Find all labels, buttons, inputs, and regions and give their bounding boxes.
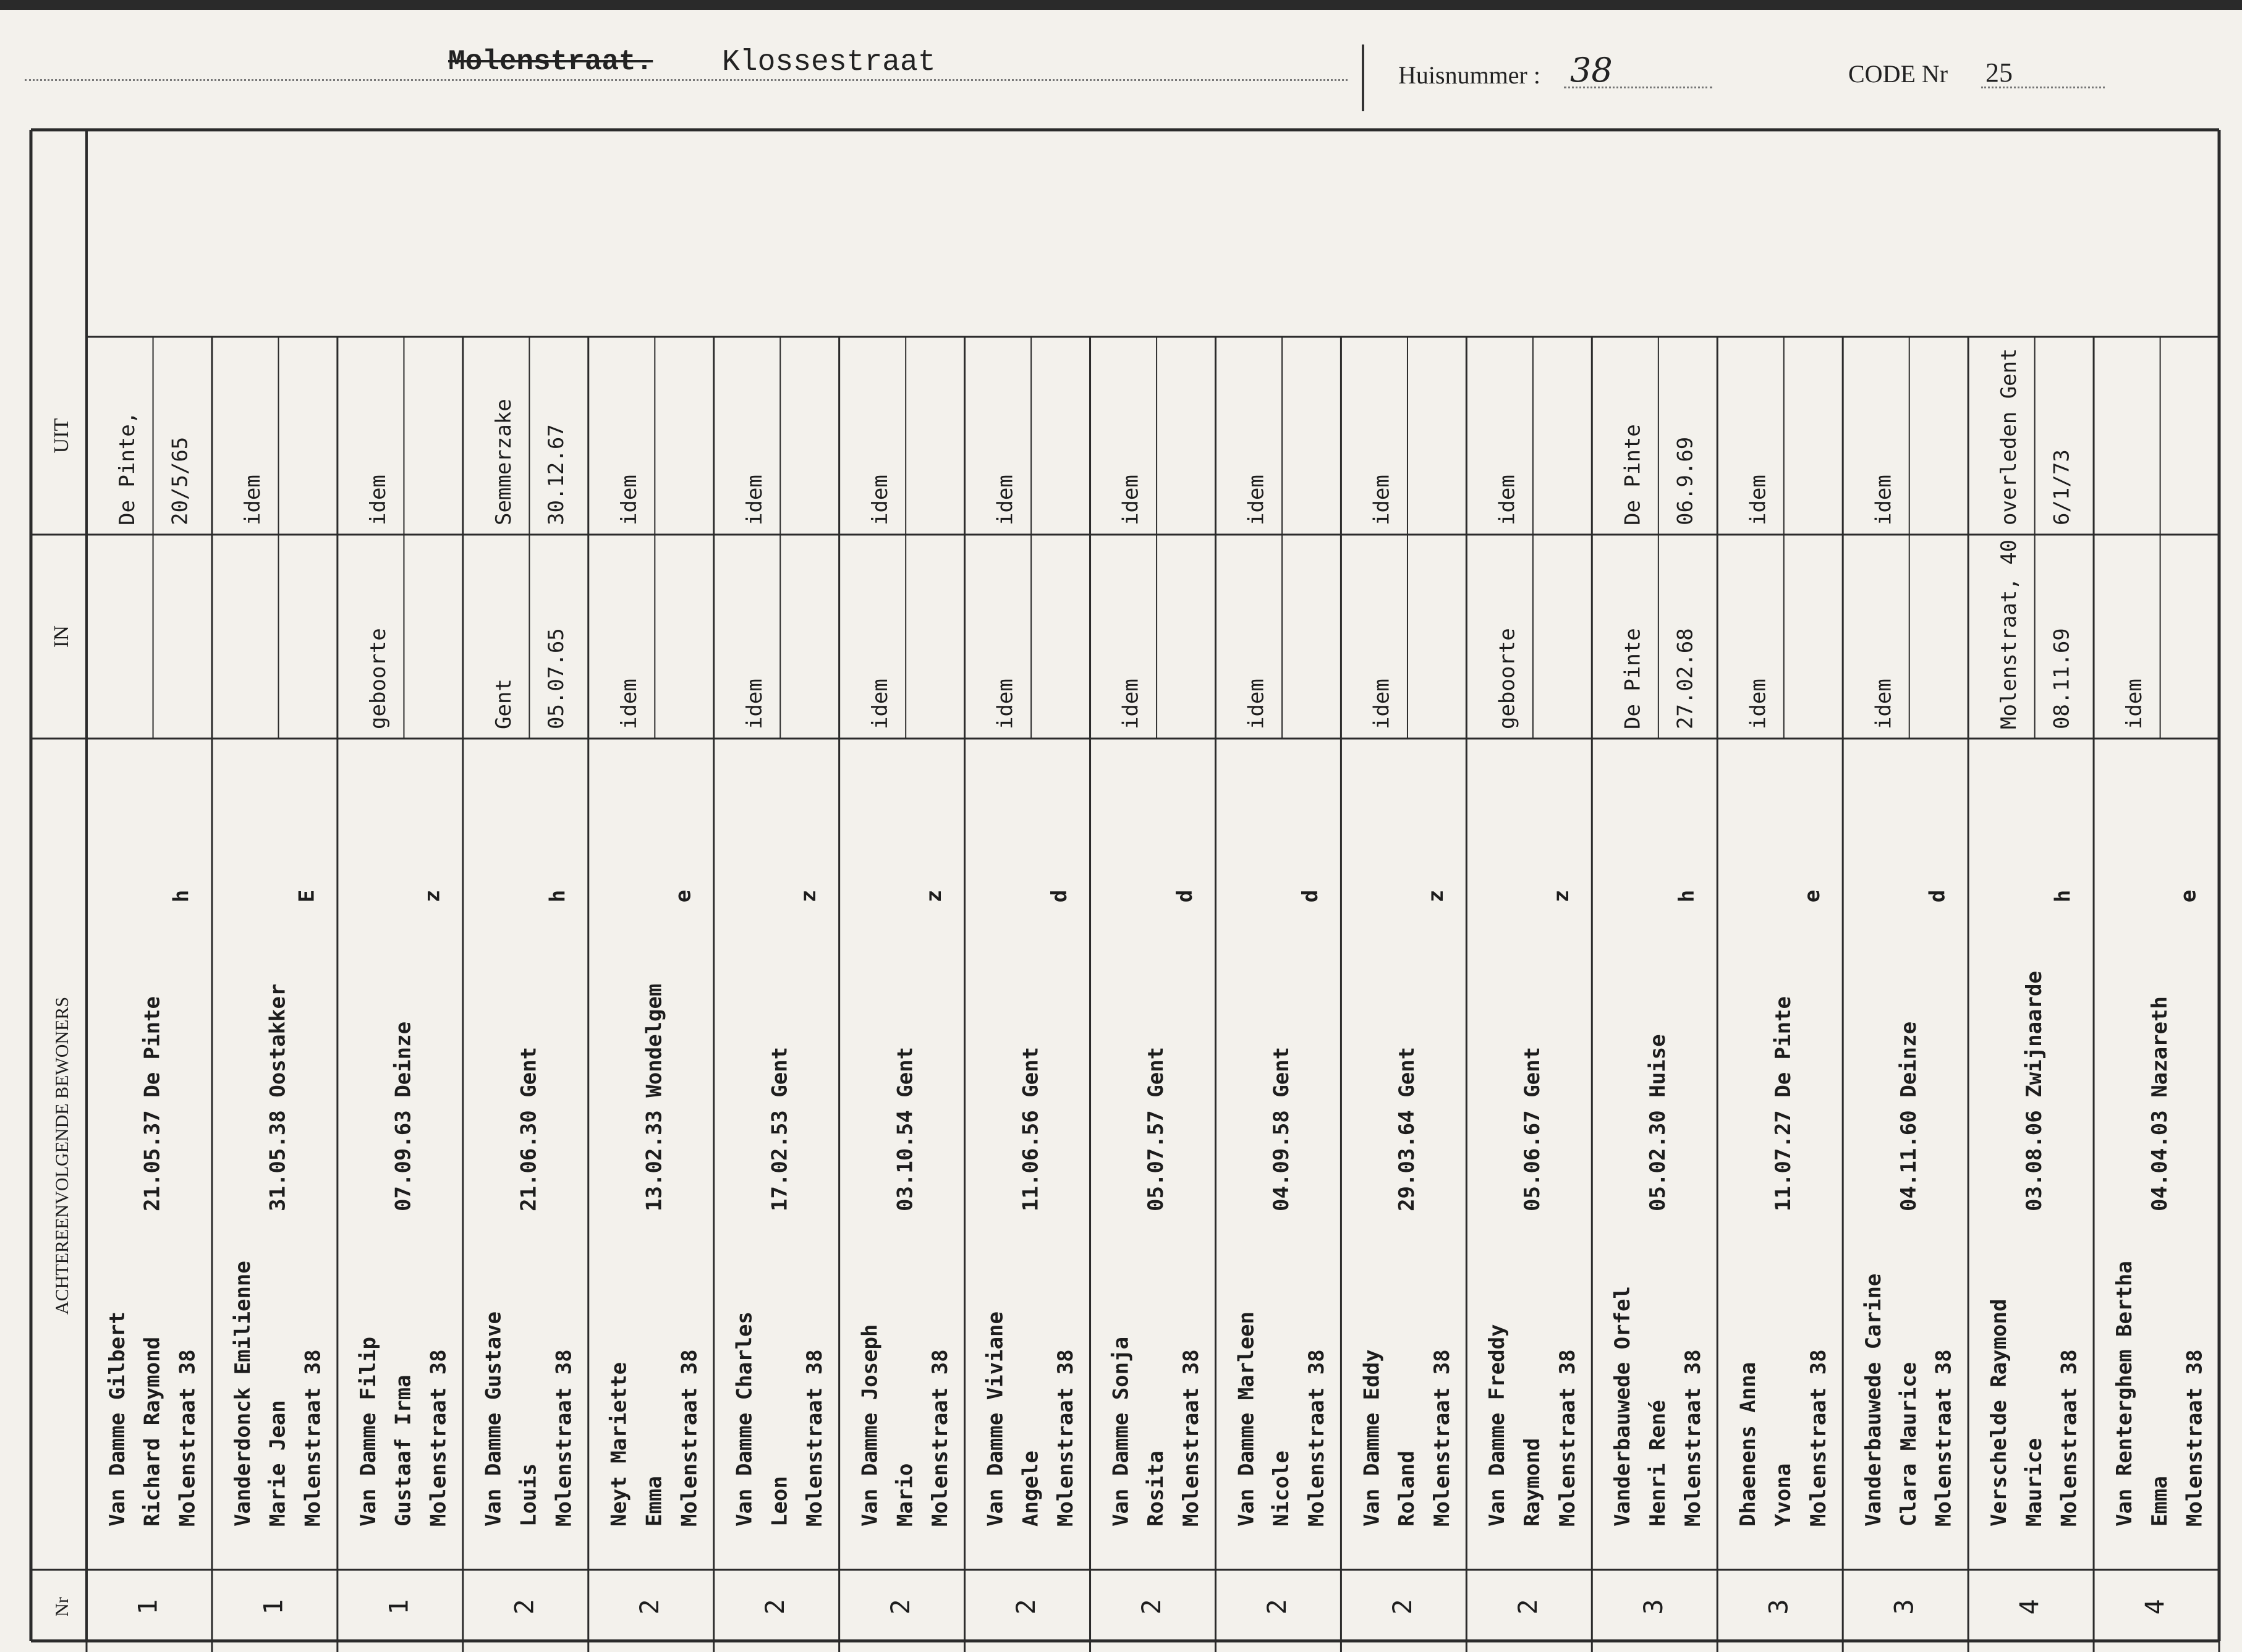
row-number: 4: [2014, 1599, 2045, 1615]
birth-date-place: 04.09.58 Gent: [1269, 1046, 1294, 1211]
birth-date-place: 11.07.27 De Pinte: [1770, 996, 1796, 1211]
resident-address: Molenstraat 38: [1555, 1349, 1580, 1527]
row-number: 3: [1888, 1599, 1919, 1615]
relationship-code: z: [1548, 889, 1574, 903]
relationship-code: z: [1423, 889, 1448, 903]
out-place: idem: [616, 475, 642, 525]
in-place: idem: [867, 679, 893, 729]
in-place: idem: [742, 679, 767, 729]
in-place: idem: [1369, 679, 1395, 729]
out-place: idem: [366, 475, 391, 525]
birth-date-place: 21.05.37 De Pinte: [140, 996, 165, 1211]
column-header-in: IN: [50, 625, 73, 648]
resident-address: Molenstraat 38: [300, 1349, 326, 1527]
resident-given-names: Marie Jean: [265, 1400, 291, 1527]
row-number: 1: [258, 1599, 289, 1615]
resident-name: Van Damme Filip: [355, 1336, 381, 1527]
resident-name: Verschelde Raymond: [1987, 1298, 2011, 1527]
column-header-uit: UIT: [50, 418, 73, 454]
resident-given-names: Raymond: [1520, 1438, 1545, 1527]
resident-name: Van Damme Eddy: [1359, 1349, 1385, 1527]
birth-date-place: 31.05.38 Oostakker: [265, 983, 291, 1211]
street-new: Klossestraat: [722, 46, 936, 79]
in-date: 27.02.68: [1673, 628, 1698, 729]
resident-name: Neyt Mariette: [606, 1362, 632, 1527]
in-place: De Pinte: [1620, 628, 1645, 729]
out-place: idem: [867, 475, 893, 525]
resident-address: Molenstraat 38: [1429, 1349, 1454, 1527]
resident-name: Van Damme Marleen: [1234, 1311, 1259, 1527]
in-place: idem: [616, 679, 642, 729]
house-number-value: 38: [1570, 51, 1613, 90]
resident-given-names: Henri René: [1645, 1400, 1670, 1527]
in-place: idem: [2122, 679, 2147, 729]
birth-date-place: 29.03.64 Gent: [1395, 1046, 1420, 1211]
birth-date-place: 04.11.60 Deinze: [1896, 1021, 1921, 1211]
birth-date-place: 04.04.03 Nazareth: [2147, 996, 2172, 1211]
row-number: 4: [2139, 1599, 2170, 1615]
in-date: 08.11.69: [2049, 628, 2074, 729]
in-place: idem: [993, 679, 1018, 729]
resident-name: Dhaenens Anna: [1736, 1362, 1761, 1527]
in-place: Molenstraat, 40: [1997, 539, 2022, 729]
in-place: idem: [1244, 679, 1269, 729]
house-number-label: Huisnummer :: [1398, 61, 1540, 89]
birth-date-place: 03.10.54 Gent: [893, 1046, 918, 1211]
out-date: 06.9.69: [1673, 436, 1698, 525]
relationship-code: e: [1799, 889, 1825, 903]
resident-address: Molenstraat 38: [677, 1349, 702, 1527]
relationship-code: z: [922, 889, 947, 903]
resident-name: Van Damme Gustave: [481, 1311, 506, 1527]
code-value: 25: [1985, 57, 2013, 88]
resident-name: Vanderbauwede Carine: [1861, 1273, 1887, 1527]
resident-given-names: Gustaaf Irma: [391, 1375, 416, 1527]
resident-name: Van Damme Viviane: [983, 1311, 1008, 1527]
out-place: De Pinte: [1620, 424, 1645, 525]
resident-given-names: Mario: [893, 1463, 918, 1527]
relationship-code: z: [420, 889, 445, 903]
row-number: 2: [1136, 1599, 1166, 1615]
out-date: 6/1/73: [2049, 449, 2074, 525]
resident-address: Molenstraat 38: [1806, 1349, 1831, 1527]
in-place: idem: [1871, 679, 1896, 729]
row-number: 2: [1261, 1599, 1292, 1615]
birth-date-place: 05.06.67 Gent: [1520, 1046, 1545, 1211]
relationship-code: h: [2050, 889, 2076, 903]
row-number: 2: [1011, 1599, 1042, 1615]
resident-given-names: Clara Maurice: [1896, 1362, 1921, 1527]
birth-date-place: 05.02.30 Huise: [1645, 1034, 1670, 1211]
resident-address: Molenstraat 38: [1680, 1349, 1705, 1527]
resident-address: Molenstraat 38: [802, 1349, 828, 1527]
out-place: idem: [1118, 475, 1144, 525]
row-number: 2: [760, 1599, 791, 1615]
out-place: idem: [1746, 475, 1771, 525]
row-number: 2: [1512, 1599, 1543, 1615]
out-place: idem: [1244, 475, 1269, 525]
resident-address: Molenstraat 38: [1053, 1349, 1079, 1527]
resident-name: Van Damme Gilbert: [104, 1311, 130, 1527]
row-number: 2: [885, 1599, 916, 1615]
birth-date-place: 21.06.30 Gent: [516, 1046, 541, 1211]
out-place: overleden Gent: [1997, 348, 2022, 525]
in-place: geboorte: [1495, 628, 1520, 729]
birth-date-place: 13.02.33 Wondelgem: [642, 983, 667, 1211]
relationship-code: d: [1925, 889, 1950, 903]
resident-given-names: Yvona: [1770, 1463, 1796, 1527]
row-number: 2: [509, 1599, 540, 1615]
out-place: idem: [1495, 475, 1520, 525]
out-place: idem: [993, 475, 1018, 525]
out-place: idem: [1871, 475, 1896, 525]
resident-given-names: Maurice: [2021, 1438, 2047, 1527]
resident-name: Vanderbauwede Orfel: [1610, 1286, 1636, 1527]
relationship-code: e: [2176, 889, 2201, 903]
out-place: idem: [1369, 475, 1395, 525]
resident-given-names: Rosita: [1144, 1451, 1169, 1527]
out-place: Semmerzake: [491, 399, 516, 525]
resident-address: Molenstraat 38: [1304, 1349, 1329, 1527]
resident-given-names: Emma: [2147, 1476, 2172, 1527]
row-number: 2: [1386, 1599, 1417, 1615]
in-date: 05.07.65: [544, 628, 569, 729]
resident-address: Molenstraat 38: [426, 1349, 451, 1527]
out-date: 30.12.67: [544, 424, 569, 525]
column-header-residents: ACHTEREENVOLGENDE BEWONERS: [52, 996, 72, 1315]
resident-name: Van Damme Joseph: [857, 1324, 883, 1527]
resident-given-names: Angele: [1018, 1451, 1043, 1527]
relationship-code: d: [1047, 889, 1072, 903]
resident-address: Molenstraat 38: [2057, 1349, 2082, 1527]
birth-date-place: 05.07.57 Gent: [1144, 1046, 1169, 1211]
resident-address: Molenstraat 38: [1931, 1349, 1956, 1527]
relationship-code: h: [1674, 889, 1699, 903]
in-place: idem: [1118, 679, 1144, 729]
out-date: 20/5/65: [168, 436, 193, 525]
relationship-code: d: [1298, 889, 1323, 903]
resident-name: Van Damme Freddy: [1485, 1324, 1510, 1527]
relationship-code: h: [169, 889, 194, 903]
resident-address: Molenstraat 38: [175, 1349, 200, 1527]
relationship-code: z: [796, 889, 822, 903]
out-place: idem: [742, 475, 767, 525]
out-place: idem: [240, 475, 266, 525]
resident-given-names: Richard Raymond: [140, 1336, 165, 1527]
birth-date-place: 03.08.06 Zwijnaarde: [2021, 971, 2047, 1211]
resident-given-names: Roland: [1395, 1451, 1420, 1527]
resident-address: Molenstraat 38: [2182, 1349, 2207, 1527]
birth-date-place: 07.09.63 Deinze: [391, 1021, 416, 1211]
resident-given-names: Emma: [642, 1476, 667, 1527]
row-number: 1: [383, 1599, 414, 1615]
row-number: 3: [1763, 1599, 1794, 1615]
resident-name: Van Damme Charles: [732, 1311, 757, 1527]
row-number: 2: [634, 1599, 665, 1615]
code-label: CODE Nr: [1848, 60, 1948, 88]
relationship-code: h: [545, 889, 571, 903]
relationship-code: E: [294, 889, 320, 903]
row-number: 3: [1637, 1599, 1668, 1615]
resident-name: Van Renterghem Bertha: [2112, 1261, 2137, 1527]
resident-address: Molenstraat 38: [551, 1349, 577, 1527]
resident-name: Vanderdonck Emilienne: [230, 1261, 255, 1527]
relationship-code: d: [1173, 889, 1198, 903]
in-place: idem: [1746, 679, 1771, 729]
column-header-nr: Nr: [52, 1597, 72, 1617]
resident-name: Van Damme Sonja: [1108, 1336, 1134, 1527]
resident-given-names: Leon: [767, 1476, 792, 1527]
out-place: De Pinte,: [115, 411, 140, 525]
relationship-code: e: [671, 889, 696, 903]
row-number: 1: [132, 1599, 163, 1615]
in-place: Gent: [491, 679, 516, 729]
resident-given-names: Louis: [516, 1463, 541, 1527]
in-place: geboorte: [366, 628, 391, 729]
birth-date-place: 17.02.53 Gent: [767, 1046, 792, 1211]
resident-address: Molenstraat 38: [928, 1349, 953, 1527]
resident-address: Molenstraat 38: [1179, 1349, 1204, 1527]
resident-given-names: Nicole: [1269, 1451, 1294, 1527]
birth-date-place: 11.06.56 Gent: [1018, 1046, 1043, 1211]
street-old: Molenstraat.: [448, 46, 653, 78]
